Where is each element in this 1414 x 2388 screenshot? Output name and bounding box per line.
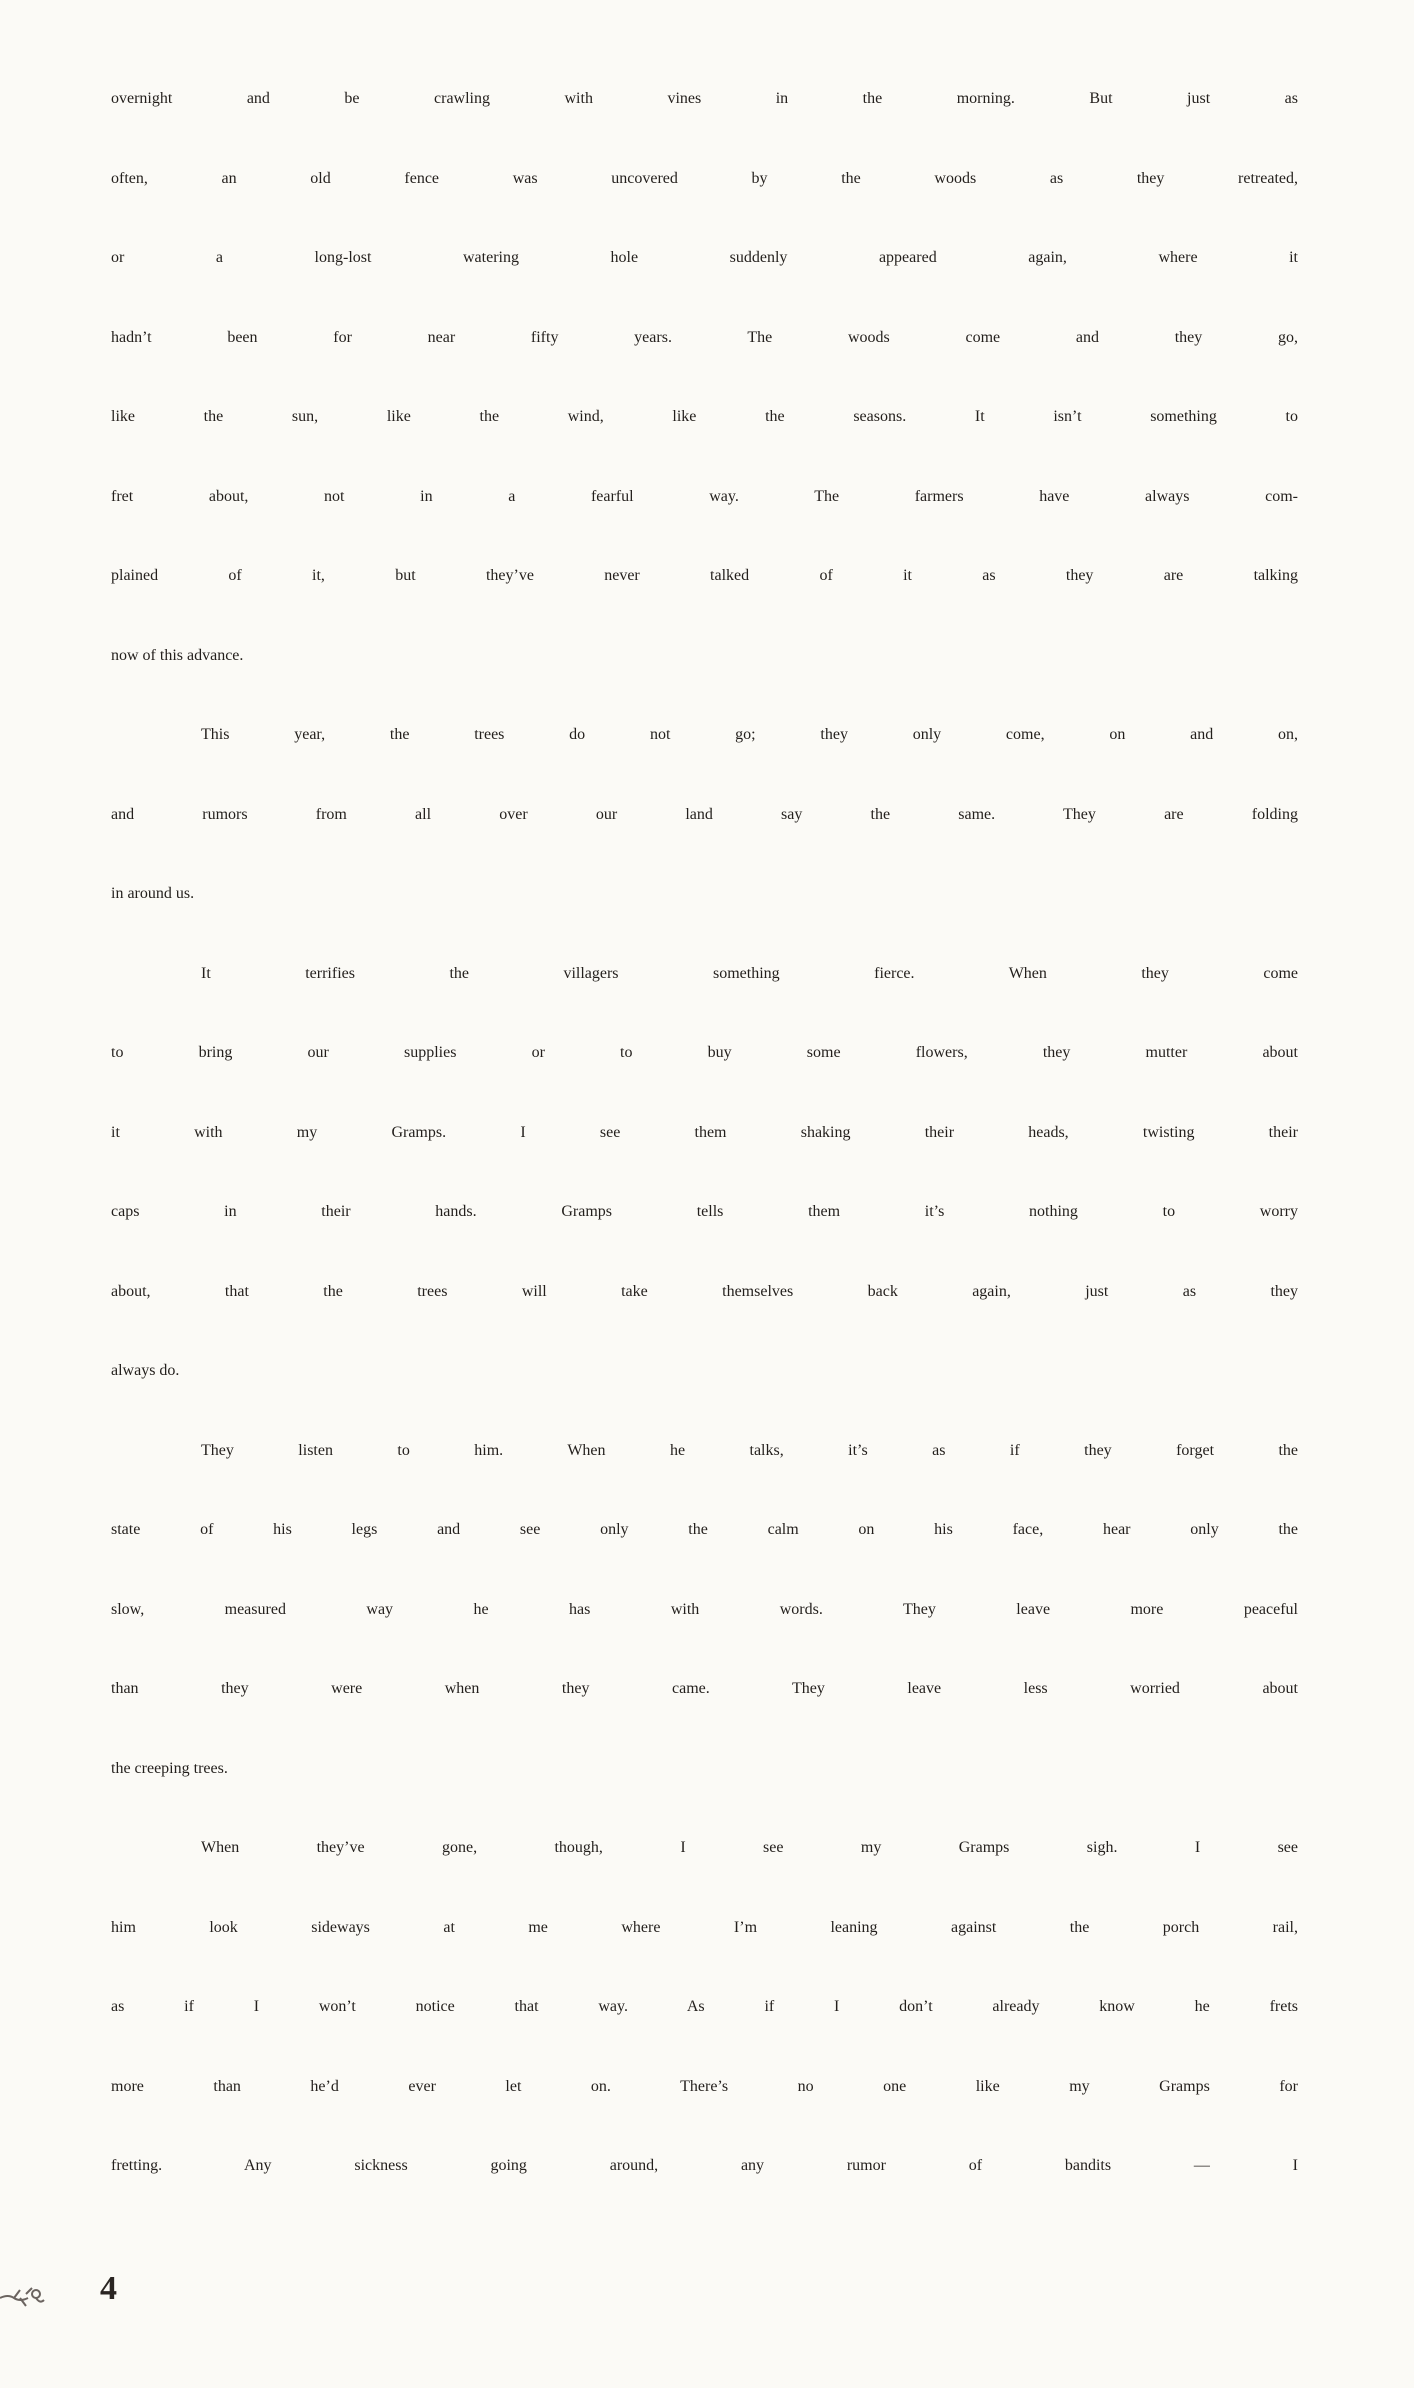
text-line: state of his legs and see only the calm on his face, hear only the [111,1521,1298,1538]
body-text [111,90,1298,2237]
text-line: now of this advance. [111,646,244,664]
text-line: It terrifies the villagers something fierce. When they come [201,964,1298,982]
text-line: always do. [111,1362,180,1379]
text-line: like the sun, like the wind, like the seasons. It isn’t something to [111,408,1298,425]
text-line: him look sideways at me where I’m leaning against the porch rail, [111,1918,1298,1936]
text-line: often, an old fence was uncovered by the woods as they retreated, [111,169,1298,187]
text-line: fret about, not in a fearful way. The farmers have always com- [111,487,1298,505]
vine-ornament-icon [0,2280,56,2312]
text-line: as if I won’t notice that way. As if I don’t already know he frets [111,1998,1298,2015]
text-line: This year, the trees do not go; they only come, on and on, [201,726,1298,743]
text-line: caps in their hands. Gramps tells them it’s nothing to worry [111,1203,1298,1220]
text-line: the creeping trees. [111,1759,228,1777]
text-line: They listen to him. When he talks, it’s as if they forget the [201,1441,1298,1459]
text-line: and rumors from all over our land say the same. They are folding [111,805,1298,823]
text-line: plained of it, but they’ve never talked of it as they are talking [111,567,1298,584]
page-number: 4 [100,2270,117,2307]
text-line: fretting. Any sickness going around, any rumor of bandits — I [111,2157,1298,2174]
text-line: it with my Gramps. I see them shaking their heads, twisting their [111,1123,1298,1141]
text-line: more than he’d ever let on. There’s no one like my Gramps for [111,2077,1298,2095]
text-line: When they’ve gone, though, I see my Gramps sigh. I see [201,1839,1298,1856]
text-line: to bring our supplies or to buy some flowers, they mutter about [111,1044,1298,1061]
text-line: in around us. [111,885,195,902]
text-line: or a long-lost watering hole suddenly appeared again, where it [111,249,1298,266]
text-line: slow, measured way he has with words. They leave more peaceful [111,1600,1298,1618]
text-line: than they were when they came. They leave less worried about [111,1680,1298,1697]
text-line: about, that the trees will take themselves back again, just as they [111,1282,1298,1300]
text-line: hadn’t been for near fifty years. The woods come and they go, [111,328,1298,346]
text-line: overnight and be crawling with vines in the morning. But just as [111,90,1298,107]
